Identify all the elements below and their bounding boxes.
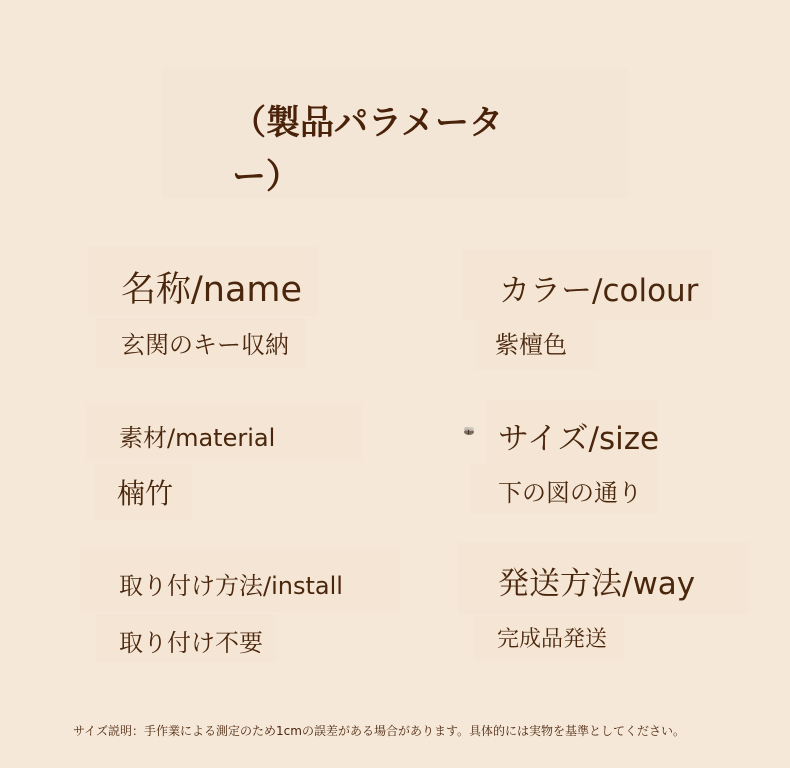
bee-icon xyxy=(462,426,476,436)
size-note: サイズ説明：手作業による測定のため1cmの誤差がある場合があります。具体的には実物を基準としてください。 xyxy=(73,724,686,738)
name-label: 名称/name xyxy=(121,270,303,310)
colour-label: カラー/colour xyxy=(499,273,699,309)
size-label: サイズ/size xyxy=(498,421,660,457)
material-label: 素材/material xyxy=(119,424,276,452)
way-value: 完成品発送 xyxy=(497,627,608,652)
size-value: 下の図の通り xyxy=(498,479,642,507)
page-title: （製品パラメーター） xyxy=(232,103,503,197)
name-value: 玄関のキー収納 xyxy=(121,331,289,359)
material-value: 楠竹 xyxy=(117,477,174,510)
install-value: 取り付け不要 xyxy=(119,629,263,657)
way-label: 発送方法/way xyxy=(498,566,696,602)
install-label: 取り付け方法/install xyxy=(119,572,343,600)
colour-value: 紫檀色 xyxy=(495,331,567,359)
